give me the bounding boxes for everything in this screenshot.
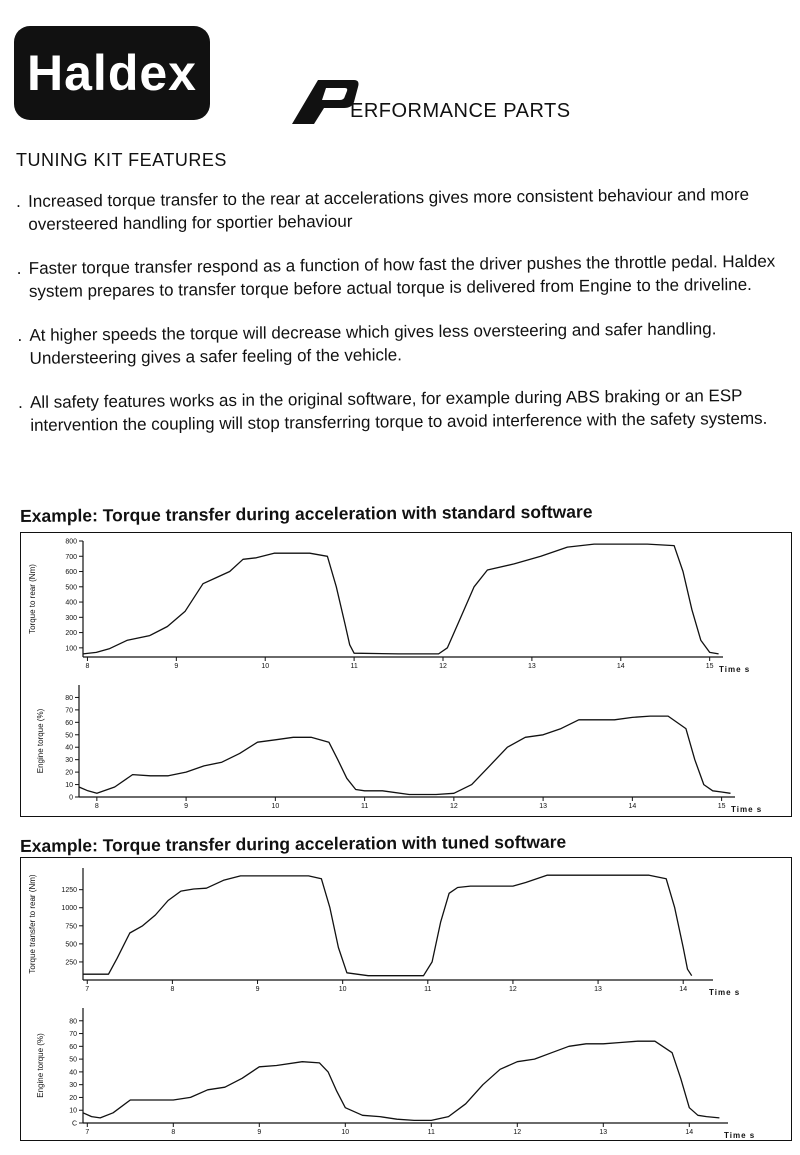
y-tick-label: 80 (65, 694, 73, 702)
chart-torque-rear-standard (28, 539, 750, 675)
x-tick-label: 8 (170, 986, 175, 993)
y-tick-label: 600 (65, 569, 77, 577)
y-axis-label: Torque transfer to rear (Nm) (28, 874, 37, 974)
y-tick-label: C (71, 1120, 77, 1128)
chart-box-standard (20, 532, 792, 817)
x-tick-label: 14 (628, 803, 637, 810)
haldex-logo (14, 26, 210, 120)
feature-text: At higher speeds the torque will decrease which gives less oversteering and safer handling. Understeering gives a safer feeling of the vehicle. (29, 319, 717, 368)
chart-engine-torque-tuned (36, 1008, 755, 1140)
x-tick-label: 10 (341, 1129, 350, 1136)
feature-item (16, 183, 786, 236)
y-tick-label: 20 (69, 1094, 77, 1102)
y-tick-label: 200 (65, 630, 77, 638)
x-axis-label: Time s (719, 665, 751, 674)
y-axis-label: Engine torque (%) (36, 1033, 45, 1098)
x-tick-label: 15 (705, 663, 714, 670)
y-tick-label: 50 (69, 1056, 77, 1064)
y-axis-label: Torque to rear (Nm) (28, 564, 37, 634)
series-line (79, 716, 731, 794)
feature-item (17, 317, 787, 370)
x-tick-label: 14 (616, 663, 625, 670)
x-tick-label: 10 (338, 986, 347, 993)
x-tick-label: 7 (85, 1129, 90, 1136)
y-tick-label: 500 (65, 584, 77, 592)
chart-torque-rear-tuned (28, 868, 740, 997)
x-tick-label: 12 (449, 803, 458, 810)
y-tick-label: 30 (65, 757, 73, 765)
x-tick-label: 8 (85, 663, 90, 670)
x-tick-label: 8 (94, 803, 99, 810)
x-tick-label: 8 (171, 1129, 176, 1136)
y-tick-label: 1000 (61, 905, 77, 913)
x-axis-label: Time s (724, 1131, 756, 1140)
y-tick-label: 50 (65, 732, 73, 740)
y-tick-label: 1250 (61, 887, 77, 895)
x-tick-label: 13 (539, 803, 548, 810)
y-tick-label: 750 (65, 923, 77, 931)
y-tick-label: 0 (69, 794, 73, 802)
y-tick-label: 60 (69, 1043, 77, 1051)
x-tick-label: 11 (424, 986, 432, 993)
y-tick-label: 30 (69, 1082, 77, 1090)
logo-text: Haldex (27, 45, 197, 101)
y-tick-label: 80 (69, 1018, 77, 1026)
x-tick-label: 9 (257, 1129, 262, 1136)
y-tick-label: 10 (69, 1107, 77, 1115)
y-tick-label: 100 (65, 645, 77, 653)
feature-list (16, 183, 789, 458)
feature-text: All safety features works as in the original software, for example during ABS braking or an ESP intervention the coupling will stop transferring torque to avoid interference with the safety systems. (29, 386, 768, 435)
feature-item (18, 384, 788, 437)
x-tick-label: 10 (271, 803, 280, 810)
y-tick-label: 250 (65, 959, 77, 967)
x-tick-label: 14 (679, 986, 688, 993)
x-tick-label: 11 (427, 1129, 435, 1136)
y-tick-label: 60 (65, 719, 73, 727)
y-tick-label: 400 (65, 599, 77, 607)
bullet-mark: . (17, 325, 23, 345)
y-tick-label: 70 (65, 707, 73, 715)
y-tick-label: 10 (65, 782, 73, 790)
x-tick-label: 9 (255, 986, 260, 993)
x-tick-label: 9 (184, 803, 189, 810)
series-line (83, 1041, 719, 1120)
feature-item (17, 250, 787, 303)
y-tick-label: 700 (65, 553, 77, 561)
y-tick-label: 500 (65, 941, 77, 949)
x-tick-label: 14 (685, 1129, 694, 1136)
y-tick-label: 300 (65, 614, 77, 622)
x-tick-label: 12 (439, 663, 447, 670)
x-tick-label: 13 (599, 1129, 608, 1136)
y-tick-label: 40 (65, 744, 73, 752)
feature-text: Faster torque transfer respond as a function of how fast the driver pushes the throttle pedal. Haldex system prepares to transfer torque before actual torque is delivered from Engine to the driveline. (28, 251, 776, 301)
charts-standard (21, 533, 791, 816)
x-axis-label: Time s (731, 805, 763, 814)
y-tick-label: 70 (69, 1031, 77, 1039)
x-tick-label: 11 (360, 803, 369, 810)
features-heading: TUNING KIT FEATURES (16, 150, 227, 170)
y-tick-label: 40 (69, 1069, 77, 1077)
y-tick-label: 800 (65, 538, 77, 546)
series-line (83, 875, 692, 976)
y-tick-label: 20 (65, 769, 73, 777)
chart-engine-torque-standard (36, 685, 762, 814)
example-title-standard: Example: Torque transfer during acceleration with standard software (20, 501, 593, 526)
charts-tuned (21, 858, 791, 1140)
chart-box-tuned (20, 857, 792, 1141)
series-line (83, 544, 719, 654)
x-tick-label: 7 (85, 986, 90, 993)
x-tick-label: 13 (527, 663, 536, 670)
bullet-mark: . (16, 258, 22, 278)
y-axis-label: Engine torque (%) (36, 708, 45, 774)
bullet-mark: . (16, 191, 21, 211)
x-axis-label: Time s (709, 988, 741, 997)
x-tick-label: 9 (174, 663, 179, 670)
x-tick-label: 10 (261, 663, 270, 670)
brand-text: ERFORMANCE PARTS (350, 100, 571, 122)
example-title-tuned: Example: Torque transfer during acceleration with tuned software (20, 831, 567, 856)
x-tick-label: 13 (594, 986, 602, 993)
x-tick-label: 12 (513, 1129, 522, 1136)
x-tick-label: 11 (350, 663, 358, 670)
feature-text: Increased torque transfer to the rear at accelerations gives more consistent behaviour and more oversteered handling for sportier behaviour (28, 184, 750, 234)
x-tick-label: 15 (717, 803, 726, 810)
x-tick-label: 12 (509, 986, 517, 993)
bullet-mark: . (17, 392, 23, 412)
